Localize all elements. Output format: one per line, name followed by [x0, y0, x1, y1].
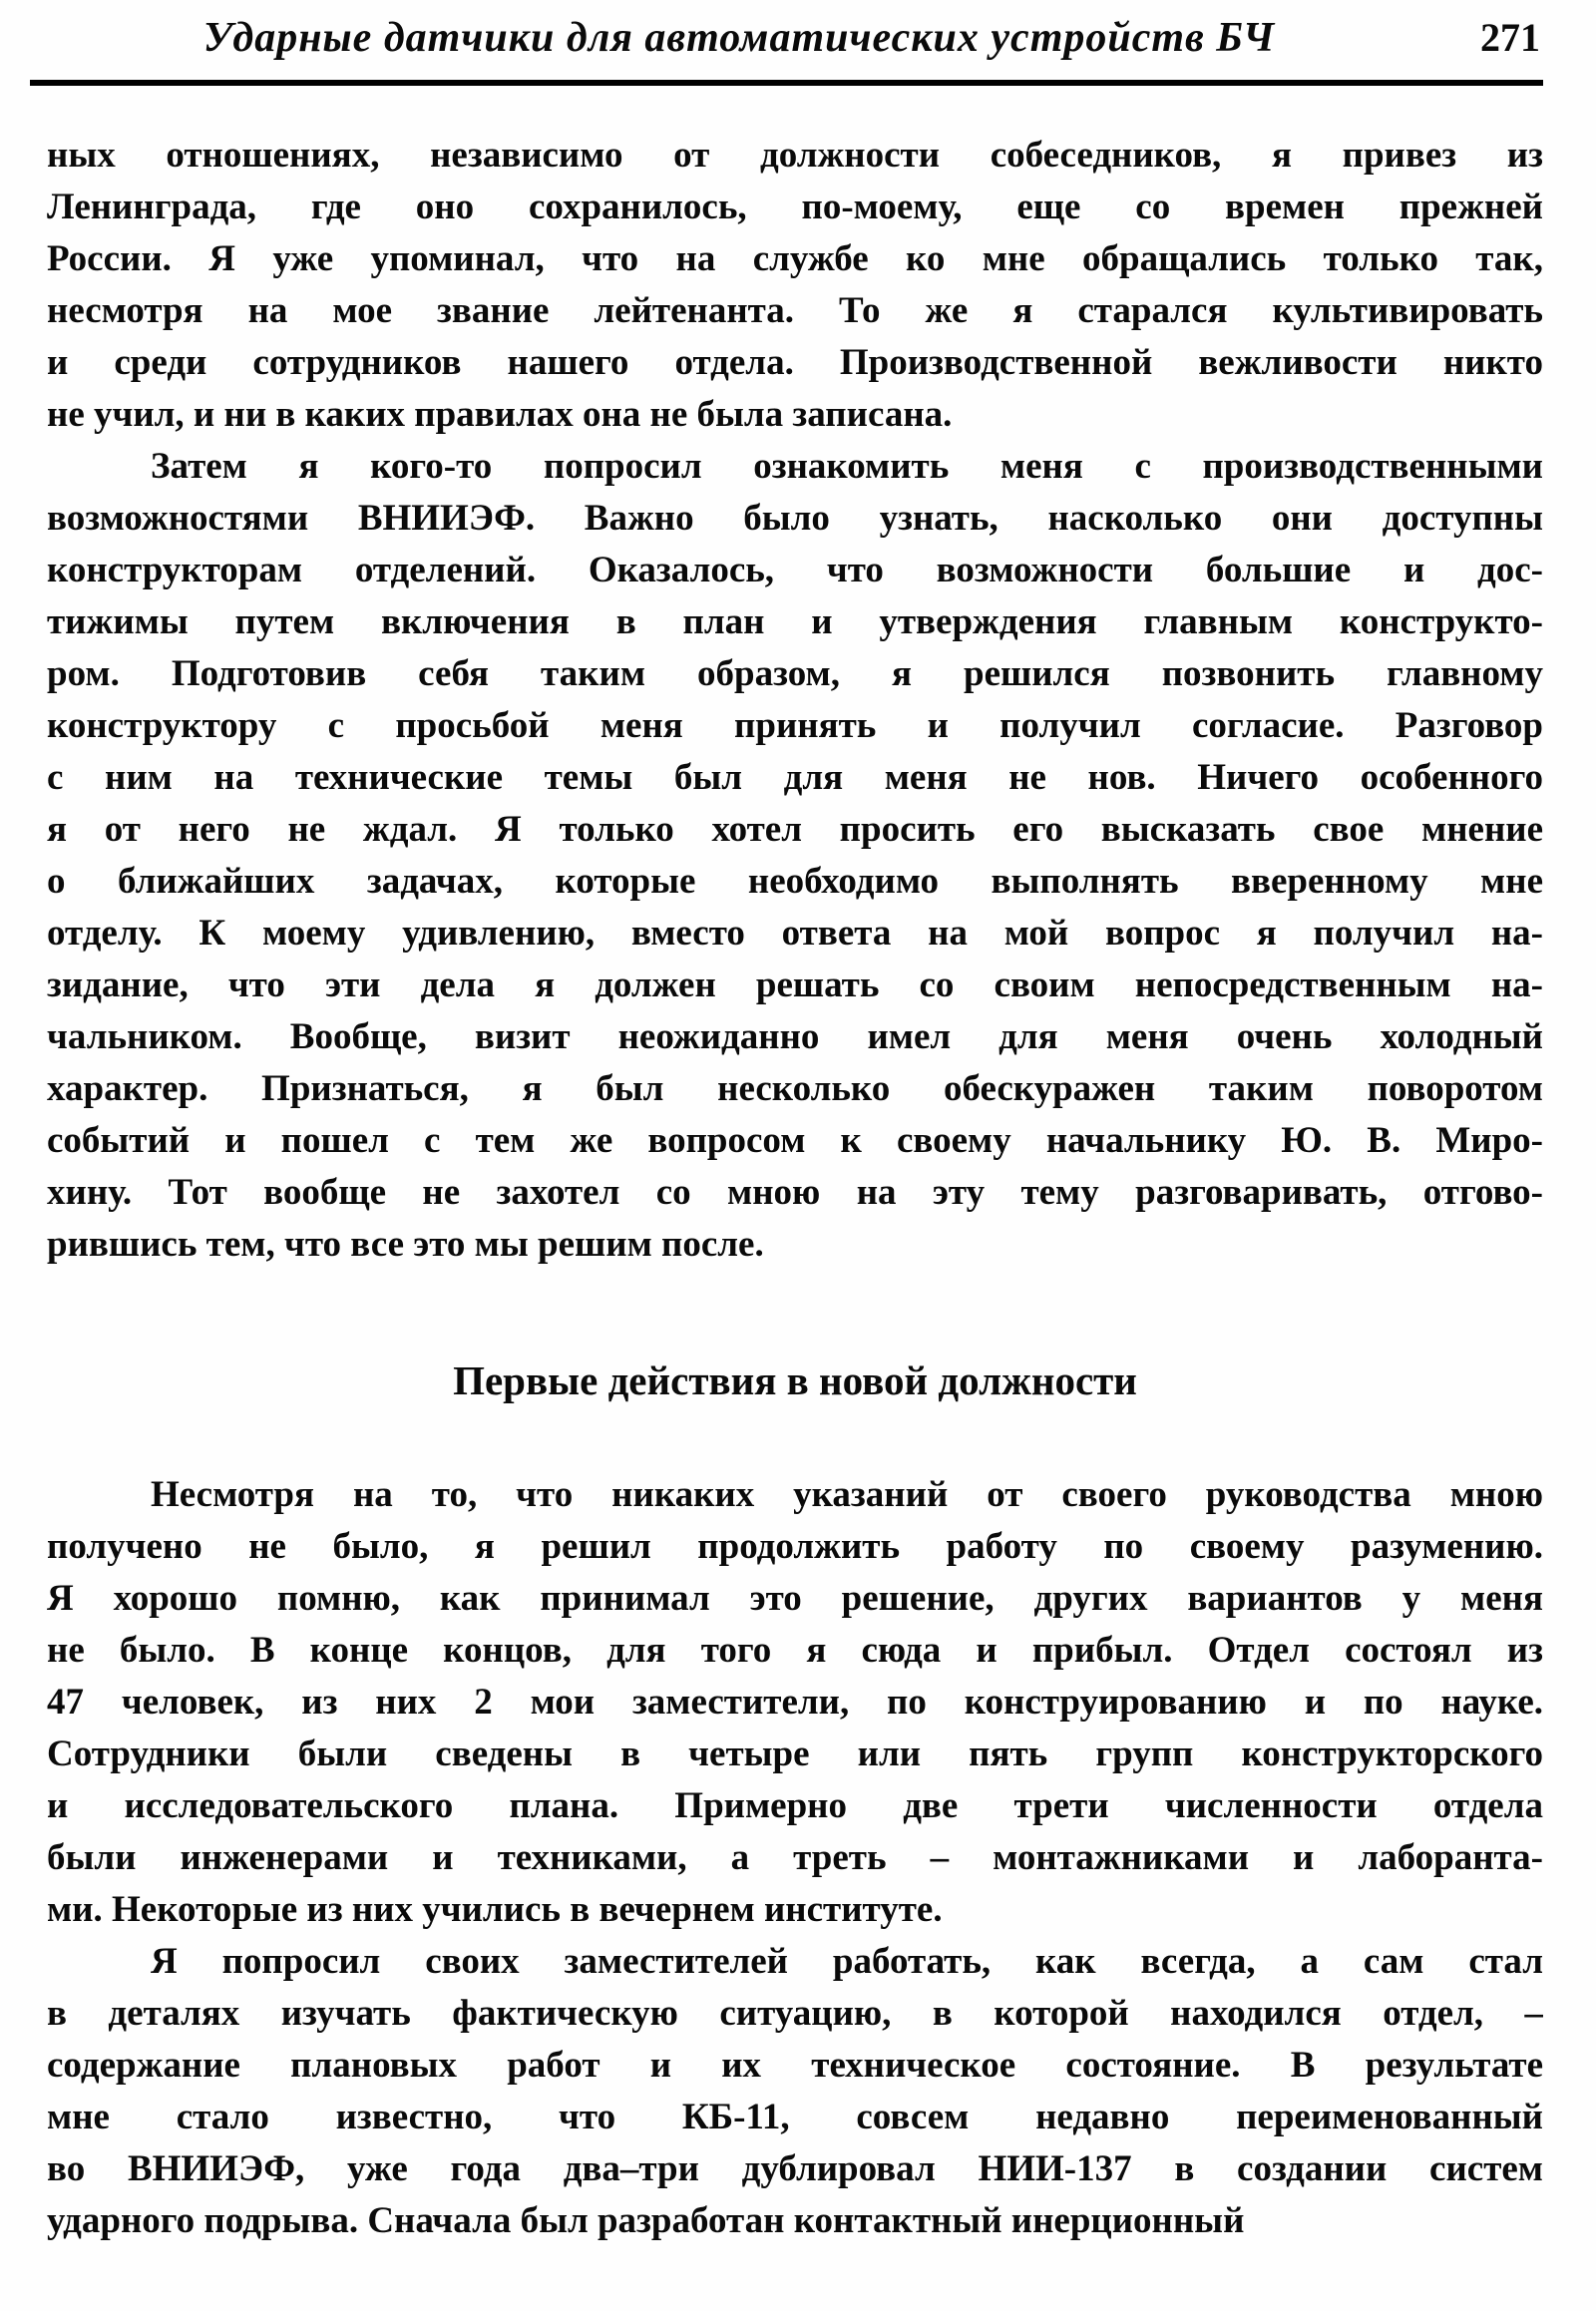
text-line: получено не было, я решил продолжить работу по своему разумению. [47, 1526, 1543, 1567]
text-line: возможностями ВНИИЭФ. Важно было узнать, насколько они доступны [47, 498, 1543, 539]
text-line: зидание, что эти дела я должен решать со своим непосредственным на- [47, 964, 1543, 1005]
section-heading: Первые действия в новой должности [453, 1357, 1137, 1403]
text-line: ударного подрыва. Сначала был разработан контактный инерционный [47, 2200, 1245, 2241]
page-body [47, 130, 1543, 2247]
text-line: отделу. К моему удивлению, вместо ответа на мой вопрос я получил на- [47, 913, 1543, 954]
text-line: были инженерами и техниками, а треть – монтажниками и лаборанта- [47, 1837, 1543, 1878]
text-line: ных отношениях, независимо от должности собеседников, я привез из [47, 135, 1543, 176]
paragraph [47, 1469, 1543, 1936]
text-line: Я хорошо помню, как принимал это решение, других вариантов у меня [47, 1578, 1543, 1619]
text-line: Затем я кого-то попросил ознакомить меня с производственными [151, 446, 1543, 487]
text-line: Я попросил своих заместителей работать, как всегда, а сам стал [151, 1941, 1543, 1982]
text-line: Несмотря на то, что никаких указаний от своего руководства мною [151, 1474, 1543, 1515]
text-line: ми. Некоторые из них учились в вечернем институте. [47, 1889, 943, 1930]
text-line: о ближайших задачах, которые необходимо выполнять вверенному мне [47, 861, 1543, 902]
text-line: конструктору с просьбой меня принять и получил согласие. Разговор [47, 705, 1543, 746]
text-line: характер. Признаться, я был несколько обескуражен таким поворотом [47, 1068, 1543, 1109]
paragraph [47, 441, 1543, 1271]
running-head: Ударные датчики для автоматических устройств БЧ [202, 15, 1276, 61]
header-rule [30, 80, 1543, 86]
text-line: мне стало известно, что КБ-11, совсем недавно переименованный [47, 2097, 1543, 2137]
text-line: не учил, и ни в каких правилах она не была записана. [47, 394, 953, 435]
text-line: Ленинграда, где оно сохранилось, по-моему, еще со времен прежней [47, 187, 1543, 227]
text-line: России. Я уже упоминал, что на службе ко мне обращались только так, [47, 238, 1543, 279]
text-line: хину. Тот вообще не захотел со мною на эту тему разговаривать, отгово- [47, 1172, 1543, 1213]
text-line: тижимы путем включения в план и утверждения главным конструкто- [47, 601, 1543, 642]
page-number: 271 [1480, 15, 1540, 60]
text-line: и среди сотрудников нашего отдела. Производственной вежливости никто [47, 342, 1543, 383]
page-header [48, 14, 1540, 62]
text-line: содержание плановых работ и их техническое состояние. В результате [47, 2045, 1543, 2086]
text-line: рившись тем, что все это мы решим после. [47, 1224, 764, 1265]
text-line: событий и пошел с тем же вопросом к своему начальнику Ю. В. Миро- [47, 1120, 1543, 1161]
text-line: с ним на технические темы был для меня не нов. Ничего особенного [47, 757, 1543, 798]
paragraph [47, 1936, 1543, 2247]
text-line: конструкторам отделений. Оказалось, что возможности большие и дос- [47, 550, 1543, 590]
paragraph [47, 130, 1543, 441]
text-line: и исследовательского плана. Примерно две трети численности отдела [47, 1785, 1543, 1826]
text-line: чальником. Вообще, визит неожиданно имел для меня очень холодный [47, 1016, 1543, 1057]
text-line: ром. Подготовив себя таким образом, я решился позвонить главному [47, 653, 1543, 694]
text-line: Сотрудники были сведены в четыре или пять групп конструкторского [47, 1733, 1543, 1774]
text-line: во ВНИИЭФ, уже года два–три дублировал НИИ-137 в создании систем [47, 2148, 1543, 2189]
text-line: 47 человек, из них 2 мои заместители, по конструированию и по науке. [47, 1682, 1543, 1723]
text-line: я от него не ждал. Я только хотел просить его высказать свое мнение [47, 809, 1543, 850]
text-line: не было. В конце концов, для того я сюда и прибыл. Отдел состоял из [47, 1630, 1543, 1671]
text-line: несмотря на мое звание лейтенанта. То же я старался культивировать [47, 290, 1543, 331]
text-line: в деталях изучать фактическую ситуацию, в которой находился отдел, – [47, 1993, 1543, 2034]
